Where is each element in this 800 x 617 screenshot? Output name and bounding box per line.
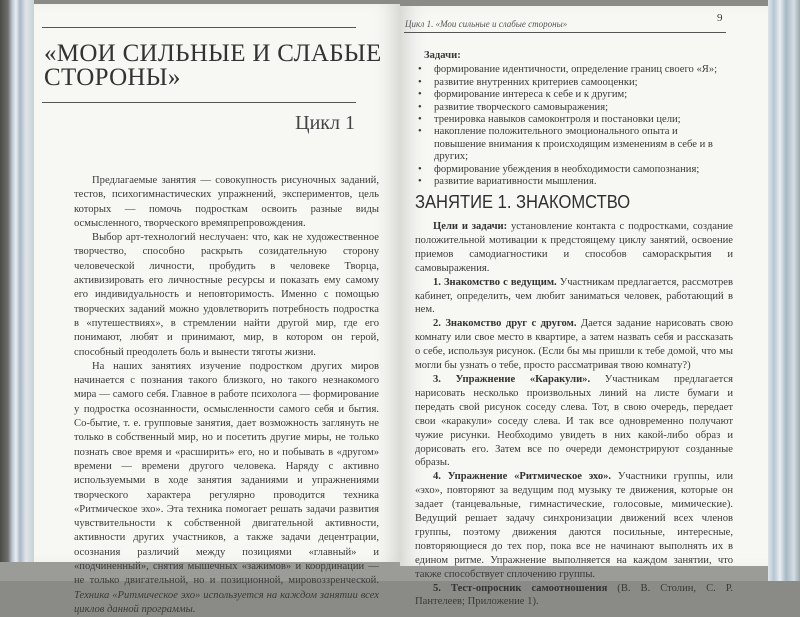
italic-note: Техника «Ритмическое эхо» используется на каждом занятии всех циклов данной программы.: [74, 589, 379, 615]
lesson-item: [415, 373, 733, 470]
left-page: [34, 4, 400, 615]
task-item: • накопление положительного эмоционального опыта и повышение внимания к происходящим изменениям в себе и в других;: [434, 126, 730, 163]
item-text: (В. В. Столин, С. Р. Пантелеев; Приложение 1).: [415, 582, 733, 608]
task-item: • развитие вариативности мышления.: [434, 176, 730, 188]
paragraph: Выбор арт-технологий неслучаен: что, как не художественное творчество, способно раскрыть созидательную сторону человеческой личности, пробудить в человеке Творца, активизировать его личностные ресурсы и показать ему самому его индивидуальность и неповторимость. Именно с помощью творческих заданий можно удовлетворить потребность подростка в «путешествиях», в стремлении найти другой мир, где его понимают, любят и принимают, мир, в котором он герой, способный преодолеть боль и вынести тяготы жизни.: [74, 232, 379, 358]
book-page-edges: [768, 0, 800, 581]
book-binding: [0, 0, 34, 581]
lesson-item: [415, 582, 733, 610]
item-label: 4. Упражнение «Ритмическое эхо».: [433, 471, 612, 483]
tasks-label: Задачи:: [424, 50, 461, 61]
item-text: Участникам предлагается нарисовать несколько произвольных линий на листе бумаги и передать свой рисунок соседу слева. Тот, в свою очередь, передает свои «каракули» соседу слева. И так все одновременно получают чужие рисунки. Необходимо увидеть в них какой-либо образ и дорисовать его. Затем все по очереди демонстрируют созданные образы.: [415, 373, 733, 469]
lesson-item: [415, 470, 733, 581]
left-body-text: [74, 174, 379, 617]
right-body-text: [415, 220, 733, 609]
goals-paragraph: [415, 220, 733, 276]
paragraph: [74, 360, 379, 617]
paragraph: Предлагаемые занятия — совокупность рисуночных заданий, тестов, психогимнастических упражнений, экспериментов, цель которых — помочь подросткам освоить разные виды осмысленного, творческого времяпрепровождения.: [74, 175, 379, 229]
cycle-label: Цикл 1: [295, 112, 355, 134]
task-item: • формирование интереса к себе и к другим;: [434, 89, 730, 101]
task-item: • развитие внутренних критериев самооценки;: [434, 77, 730, 89]
item-label: 1. Знакомство с ведущим.: [433, 276, 557, 288]
item-label: 2. Знакомство друг с другом.: [433, 318, 577, 330]
task-item: • развитие творческого самовыражения;: [434, 102, 730, 114]
top-rule: [42, 27, 356, 28]
chapter-title-line: «МОИ СИЛЬНЫЕ И СЛАБЫЕ: [44, 40, 382, 67]
item-text: Участники группы, или «эхо», повторяют за ведущим под музыку те движения, которые он задает (танцевальные, гимнастические, голосовые, мимические). Ведущий решает задачу синхронизации движений всех членов группы, поэтому движения даются посильные, интересные, повторяющиеся до тех пор, пока все не начинают выполнять их в едином ритме. Упражнение выполняется на каждом занятии, что также способствует сплочению группы.: [415, 471, 733, 580]
item-text: Дается задание нарисовать свою комнату или свое место в квартире, а затем назвать себя и рассказать о себе, используя рисунок. (Если бы мы пришли к тебе домой, что мы могли бы узнать о тебе, просто рассматривая твою комнату?): [415, 318, 733, 372]
task-item: • формирование идентичности, определение границ своего «Я»;: [434, 64, 730, 76]
chapter-title: [44, 42, 382, 90]
task-item: • формирование убеждения в необходимости самопознания;: [434, 164, 730, 176]
running-head: Цикл 1. «Мои сильные и слабые стороны»: [405, 19, 568, 29]
paragraph-text: На наших занятиях изучение подростком других миров начинается с познания такого близкого, но такого незнакомого мира — самого себя. Главное в работе психолога — формирование у подростка осознанности, осмысленности самого себя и бытия. Со-бытие, т. е. групповые занятия, дает возможность заглянуть не только в собственный мир, но и посетить другие миры, не только познать свое время и «расширить» его, но и побывать в «другом» времени — времени другого человека. Наряду с активно используемыми в ходе занятия заданиями и упражнениями творческого характера регулярно проводится техника «Ритмическое эхо». Эта техника помогает решать задачи развития чувствительности к собственной двигательной активности, активности других участников, а также задачи децентрации, осознания различий между позициями «главный» и «подчиненный», снятия мышечных «зажимов» и координации — не только двигательной, но и позиционной, мировоззренческой.: [74, 360, 379, 587]
goals-label: Цели и задачи:: [433, 221, 508, 232]
item-label: 5. Тест-опросник самоотношения: [433, 582, 608, 594]
lesson-item: [415, 276, 733, 318]
lesson-heading: ЗАНЯТИЕ 1. ЗНАКОМСТВО: [415, 192, 631, 212]
title-rule: [42, 102, 356, 103]
lesson-item: [415, 317, 733, 373]
item-label: 3. Упражнение «Каракули».: [433, 373, 591, 385]
page-number: 9: [717, 12, 723, 24]
item-text: Участникам предлагается, рассмотрев кабинет, определить, чем любит заниматься человек, работающий в нем.: [415, 276, 734, 316]
chapter-title-line: СТОРОНЫ»: [44, 64, 181, 91]
goals-text: установление контакта с подростками, создание положительной мотивации к предстоящему циклу занятий, освоение приемов самодиагностики и способов самораскрытия и самовыражения.: [415, 221, 733, 274]
header-rule: [404, 32, 726, 33]
right-page: [400, 6, 768, 608]
tasks-list: [410, 50, 730, 188]
task-item: • тренировка навыков самоконтроля и постановки цели;: [434, 114, 730, 126]
